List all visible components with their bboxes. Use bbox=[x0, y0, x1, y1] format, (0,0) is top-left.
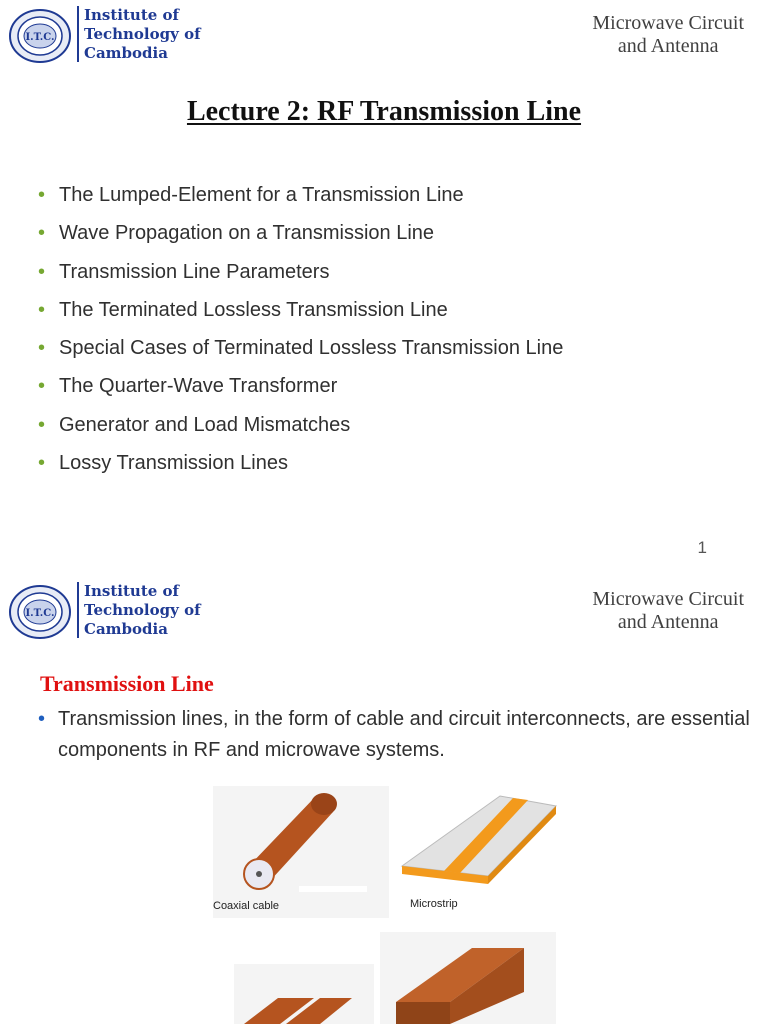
course-line: and Antenna bbox=[617, 35, 719, 57]
course-line: and Antenna bbox=[617, 611, 719, 633]
itc-logo-icon bbox=[8, 8, 72, 64]
bullet-item bbox=[38, 329, 563, 367]
microstrip-label: Microstrip bbox=[410, 898, 458, 910]
bullet-item bbox=[38, 704, 768, 766]
bullet-text: Transmission Line Parameters bbox=[59, 260, 330, 283]
stripline-figure bbox=[234, 964, 374, 1024]
slide-2 bbox=[0, 576, 768, 1024]
course-title bbox=[592, 12, 744, 58]
institute-line: Institute of bbox=[84, 6, 179, 24]
institute-name bbox=[84, 582, 201, 639]
bullet-dot-icon: • bbox=[38, 413, 46, 436]
stripline-icon bbox=[234, 964, 374, 1024]
bullet-dot-icon: • bbox=[38, 708, 46, 730]
bullet-dot-icon: • bbox=[38, 222, 46, 245]
coax-label: Coaxial cable bbox=[213, 900, 280, 912]
bullet-item bbox=[38, 176, 563, 214]
institute-line: Technology of bbox=[84, 601, 201, 619]
section-heading: Transmission Line bbox=[40, 671, 214, 696]
bullet-text: Special Cases of Terminated Lossless Transmission Line bbox=[59, 337, 564, 360]
microstrip-figure bbox=[400, 786, 560, 916]
bullet-text: Lossy Transmission Lines bbox=[59, 452, 288, 475]
bullet-text: Transmission lines, in the form of cable and circuit interconnects, are essential components in RF and microwave systems. bbox=[58, 708, 750, 761]
microstrip-icon bbox=[400, 786, 560, 898]
bullet-item bbox=[38, 406, 563, 444]
itc-logo-icon bbox=[8, 584, 72, 640]
institute-line: Cambodia bbox=[84, 620, 168, 638]
course-title bbox=[592, 588, 744, 634]
institute-name bbox=[84, 6, 201, 63]
header-divider bbox=[77, 6, 79, 62]
slide-title: Lecture 2: RF Transmission Line bbox=[186, 96, 582, 127]
bullet-text: Generator and Load Mismatches bbox=[59, 413, 351, 436]
bullet-dot-icon: • bbox=[38, 260, 46, 283]
institute-line: Technology of bbox=[84, 25, 201, 43]
page-number: 1 bbox=[697, 538, 707, 557]
bullet-item bbox=[38, 291, 563, 329]
bullet-text: Wave Propagation on a Transmission Line bbox=[59, 222, 435, 245]
bullet-item bbox=[38, 444, 563, 482]
bullet-text: The Quarter-Wave Transformer bbox=[59, 375, 338, 398]
course-line: Microwave Circuit bbox=[592, 588, 744, 610]
bullet-item bbox=[38, 367, 563, 405]
institute-line: Cambodia bbox=[84, 44, 168, 62]
rect-waveguide-icon bbox=[380, 932, 556, 1024]
bullet-dot-icon: • bbox=[38, 184, 46, 206]
header-divider bbox=[77, 582, 79, 638]
course-line: Microwave Circuit bbox=[592, 12, 744, 34]
bullet-dot-icon: • bbox=[38, 298, 46, 321]
bullet-dot-icon: • bbox=[38, 337, 46, 360]
coax-cable-icon bbox=[213, 786, 389, 918]
bullet-text: The Lumped-Element for a Transmission Line bbox=[59, 184, 464, 206]
bullet-dot-icon: • bbox=[38, 452, 46, 475]
coax-figure bbox=[213, 786, 389, 918]
bullet-list bbox=[38, 176, 563, 482]
logo-text: I.T.C. bbox=[25, 32, 55, 43]
rectangular-line-figure bbox=[380, 932, 556, 1024]
bullet-item bbox=[38, 214, 563, 252]
bullet-text: The Terminated Lossless Transmission Line bbox=[59, 298, 448, 321]
bullet-item bbox=[38, 253, 563, 291]
logo-text: I.T.C. bbox=[25, 608, 55, 619]
bullet-dot-icon: • bbox=[38, 375, 46, 398]
institute-line: Institute of bbox=[84, 582, 179, 600]
